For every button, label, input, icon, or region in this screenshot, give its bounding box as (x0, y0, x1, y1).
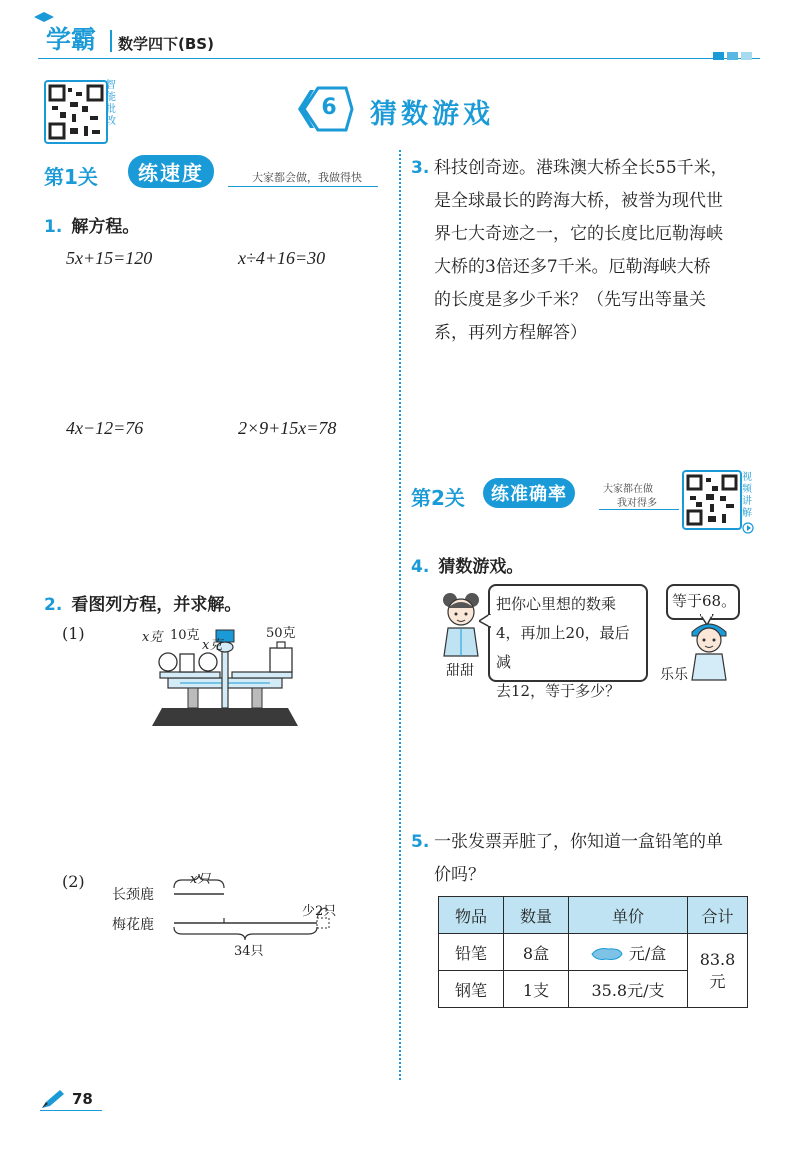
column-divider (399, 150, 401, 1080)
header-rule (38, 58, 760, 59)
q4-prompt: 猜数游戏。 (438, 557, 524, 577)
q3-line-5: 的长度是多少千米？（先写出等量关 (434, 290, 706, 310)
cell-price: 35.8元/支 (569, 971, 688, 1008)
name-lele: 乐乐 (660, 667, 688, 683)
q5-line-2: 价吗？ (434, 865, 485, 885)
header-decor (713, 45, 752, 64)
unit-name: 猜数游戏 (370, 99, 494, 130)
section2-badge-text: 练准确率 (491, 484, 567, 505)
q3-line-4: 大桥的3倍还多7千米。厄勒海峡大桥 (434, 257, 711, 277)
cell-item: 铅笔 (439, 934, 504, 971)
video-qr-image (686, 474, 738, 526)
q2-part1-label: (1) (62, 624, 85, 643)
line-diagram (112, 866, 372, 961)
section1-header (44, 155, 384, 191)
q3-line-1: 科技创奇迹。港珠澳大桥全长55千米， (434, 158, 728, 178)
video-qr-caption: 视频讲解 (742, 472, 752, 519)
q5-line-1: 一张发票弄脏了，你知道一盒铅笔的单 (434, 832, 723, 852)
bubble1-tail (479, 614, 491, 628)
section1-label: 第1关 (44, 165, 98, 189)
q5-text (434, 826, 764, 892)
header-unit-price: 单价 (569, 897, 688, 934)
equation-3: 4x−12=76 (66, 418, 144, 438)
qr-code-image (48, 84, 104, 140)
section1-badge (128, 155, 214, 188)
equation-1: 5x+15=120 (66, 248, 153, 268)
header (0, 0, 800, 64)
q1 (44, 212, 384, 237)
bubble1-line-2: 4，再加上20，最后减 (496, 624, 630, 671)
bubble1-line-1: 把你心里想的数乘 (496, 595, 617, 613)
q3-line-6: 系，再列方程解答） (434, 323, 587, 343)
section2-slogan-1: 大家都在做 (603, 484, 653, 495)
speech-bubble-tiantian (488, 584, 648, 700)
equation-4: 2×9+15x=78 (238, 418, 337, 438)
section2-badge (483, 478, 575, 508)
logo-text: 学霸 (46, 25, 97, 54)
qr-code[interactable] (44, 80, 108, 144)
q5-number: 5. (411, 832, 430, 852)
equation-2: x÷4+16=30 (238, 248, 326, 268)
play-icon (742, 522, 754, 534)
section2-header (411, 478, 691, 514)
balance-scale (140, 620, 310, 730)
section1-slogan: 大家都会做，我做得快 (252, 171, 362, 184)
q1-prompt: 解方程。 (71, 217, 140, 237)
table-header-row (439, 897, 748, 934)
cell-price-smudged (569, 934, 688, 971)
cell-total: 83.8元 (688, 934, 748, 1008)
q3-text (434, 152, 764, 350)
cell-quantity: 8盒 (504, 934, 569, 971)
scale-label-left-x: x克 (142, 630, 163, 645)
table-row (439, 934, 748, 971)
q4 (411, 552, 751, 577)
footer-rule (40, 1110, 102, 1111)
invoice-table (438, 896, 748, 1008)
pencil-icon (40, 1090, 66, 1110)
qr-caption: 智能批改 (106, 80, 116, 127)
header-divider (110, 30, 112, 52)
bubble1-line-3: 去12，等于多少？ (496, 682, 621, 700)
scale-label-mid-x: x克 (202, 638, 223, 653)
q3-line-3: 界七大奇迹之一，它的长度比厄勒海峡 (434, 224, 723, 244)
bubble2-text: 等于68。 (672, 592, 737, 610)
price-unit-1: 元/盒 (628, 943, 667, 963)
scale-label-50g: 50克 (266, 626, 296, 641)
q3-number: 3. (411, 158, 430, 178)
header-item: 物品 (439, 897, 504, 934)
page-number: 78 (72, 1090, 93, 1108)
header-total: 合计 (688, 897, 748, 934)
q4-number: 4. (411, 557, 430, 577)
ink-smudge-icon (590, 946, 624, 962)
cell-quantity: 1支 (504, 971, 569, 1008)
q2-part2-label: (2) (62, 872, 85, 891)
header-quantity: 数量 (504, 897, 569, 934)
unit-number: 6 (321, 95, 337, 120)
q1-number: 1. (44, 217, 63, 237)
subject-label: 数学四下(BS) (118, 35, 214, 53)
q2-prompt: 看图列方程，并求解。 (71, 595, 242, 615)
q3-line-2: 是全球最长的跨海大桥，被誉为现代世 (434, 191, 723, 211)
cell-item: 钢笔 (439, 971, 504, 1008)
video-qr-code[interactable] (682, 470, 742, 530)
label-deer: 梅花鹿 (112, 917, 154, 933)
label-less-2: 少2只 (302, 904, 337, 919)
logo (38, 18, 118, 54)
section1-badge-text: 练速度 (138, 161, 204, 185)
section1-underline (228, 186, 378, 187)
q2-number: 2. (44, 595, 63, 615)
section2-underline (599, 509, 679, 510)
label-34: 34只 (234, 944, 264, 959)
label-x-zhi: x只 (190, 872, 211, 887)
name-tiantian: 甜甜 (446, 663, 474, 679)
boy-lele-illustration (684, 618, 734, 682)
section2-slogan-2: 我对得多 (617, 498, 657, 509)
footer (40, 1088, 160, 1112)
label-giraffe: 长颈鹿 (112, 887, 154, 903)
section2-label: 第2关 (411, 486, 465, 510)
q2 (44, 590, 384, 615)
unit-title (296, 84, 536, 134)
scale-label-10g: 10克 (170, 628, 200, 643)
